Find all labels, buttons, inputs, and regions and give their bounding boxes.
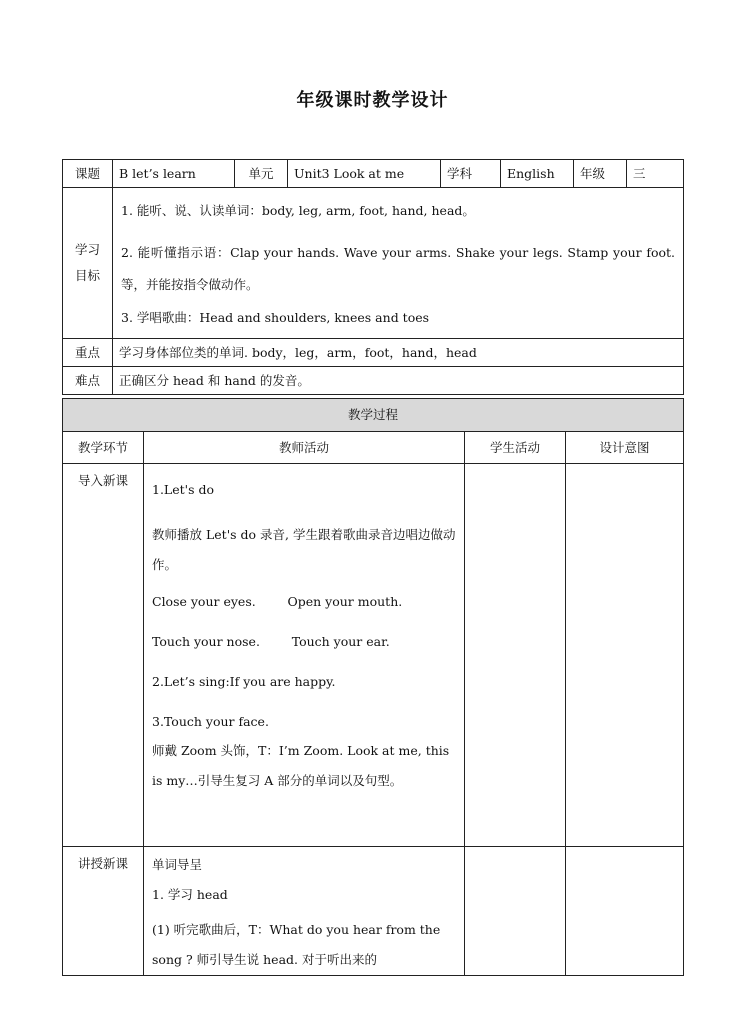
key-points-row — [63, 339, 684, 367]
content-line: 教师播放 Let's do 录音, 学生跟着歌曲录音边唱边做动作。 — [152, 527, 456, 572]
content-line: 1. 学习 head — [152, 887, 228, 902]
subject-label: 学科 — [441, 160, 501, 188]
key-points-label: 重点 — [63, 339, 113, 367]
student-activity-cell — [465, 464, 566, 847]
subject-value: English — [501, 160, 574, 188]
lesson-info-table — [62, 159, 684, 395]
content-line: 1.Let's do — [152, 482, 214, 497]
document-title: 年级课时教学设计 — [296, 90, 449, 111]
content-line: 师戴 Zoom 头饰，T：I’m Zoom. Look at me, this is my…引导生复习 A 部分的单词以及句型。 — [152, 743, 450, 788]
difficulties-label: 难点 — [63, 367, 113, 395]
difficulties-row — [63, 367, 684, 395]
process-table — [62, 398, 684, 976]
design-intent-cell — [566, 464, 684, 847]
design-intent-cell — [566, 847, 684, 976]
content-line: 3.Touch your face. — [152, 714, 269, 729]
section-content — [144, 847, 465, 976]
process-header-row — [63, 432, 684, 464]
content-line: 单词导呈 — [152, 857, 203, 872]
objectives-label: 学习目标 — [63, 188, 113, 339]
grade-value: 三 — [627, 160, 684, 188]
content-line: Touch your nose. Touch your ear. — [152, 634, 390, 649]
process-title: 教学过程 — [63, 399, 684, 432]
key-points-value: 学习身体部位类的单词. body，leg，arm，foot，hand，head — [113, 339, 684, 367]
objective-item: 3. 学唱歌曲：Head and shoulders, knees and toes — [121, 310, 430, 325]
header-teacher: 教师活动 — [144, 432, 465, 464]
objective-item: 1. 能听、说、认读单词：body, leg, arm, foot, hand, head。 — [121, 203, 475, 218]
objective-item: 2. 能听懂指示语：Clap your hands. Wave your arms. Shake your legs. Stamp your foot.等，并能按指令做动作。 — [121, 245, 675, 292]
grade-label: 年级 — [574, 160, 627, 188]
process-title-row — [63, 399, 684, 432]
section-label: 讲授新课 — [63, 847, 144, 976]
header-stage: 教学环节 — [63, 432, 144, 464]
section-content — [144, 464, 465, 847]
header-student: 学生活动 — [465, 432, 566, 464]
lesson-label: 课题 — [63, 160, 113, 188]
objectives-content — [113, 188, 684, 339]
difficulties-value: 正确区分 head 和 hand 的发音。 — [113, 367, 684, 395]
lesson-value: B let’s learn — [113, 160, 235, 188]
content-line: Close your eyes. Open your mouth. — [152, 594, 403, 609]
header-intent: 设计意图 — [566, 432, 684, 464]
unit-label: 单元 — [235, 160, 288, 188]
objectives-row — [63, 188, 684, 339]
section-row-new — [63, 847, 684, 976]
unit-value: Unit3 Look at me — [288, 160, 441, 188]
content-line: (1) 听完歌曲后，T：What do you hear from the song ? 师引导生说 head. 对于听出来的 — [152, 922, 441, 967]
section-row-intro — [63, 464, 684, 847]
student-activity-cell — [465, 847, 566, 976]
section-label: 导入新课 — [63, 464, 144, 847]
info-row — [63, 160, 684, 188]
content-line: 2.Let’s sing:If you are happy. — [152, 674, 336, 689]
